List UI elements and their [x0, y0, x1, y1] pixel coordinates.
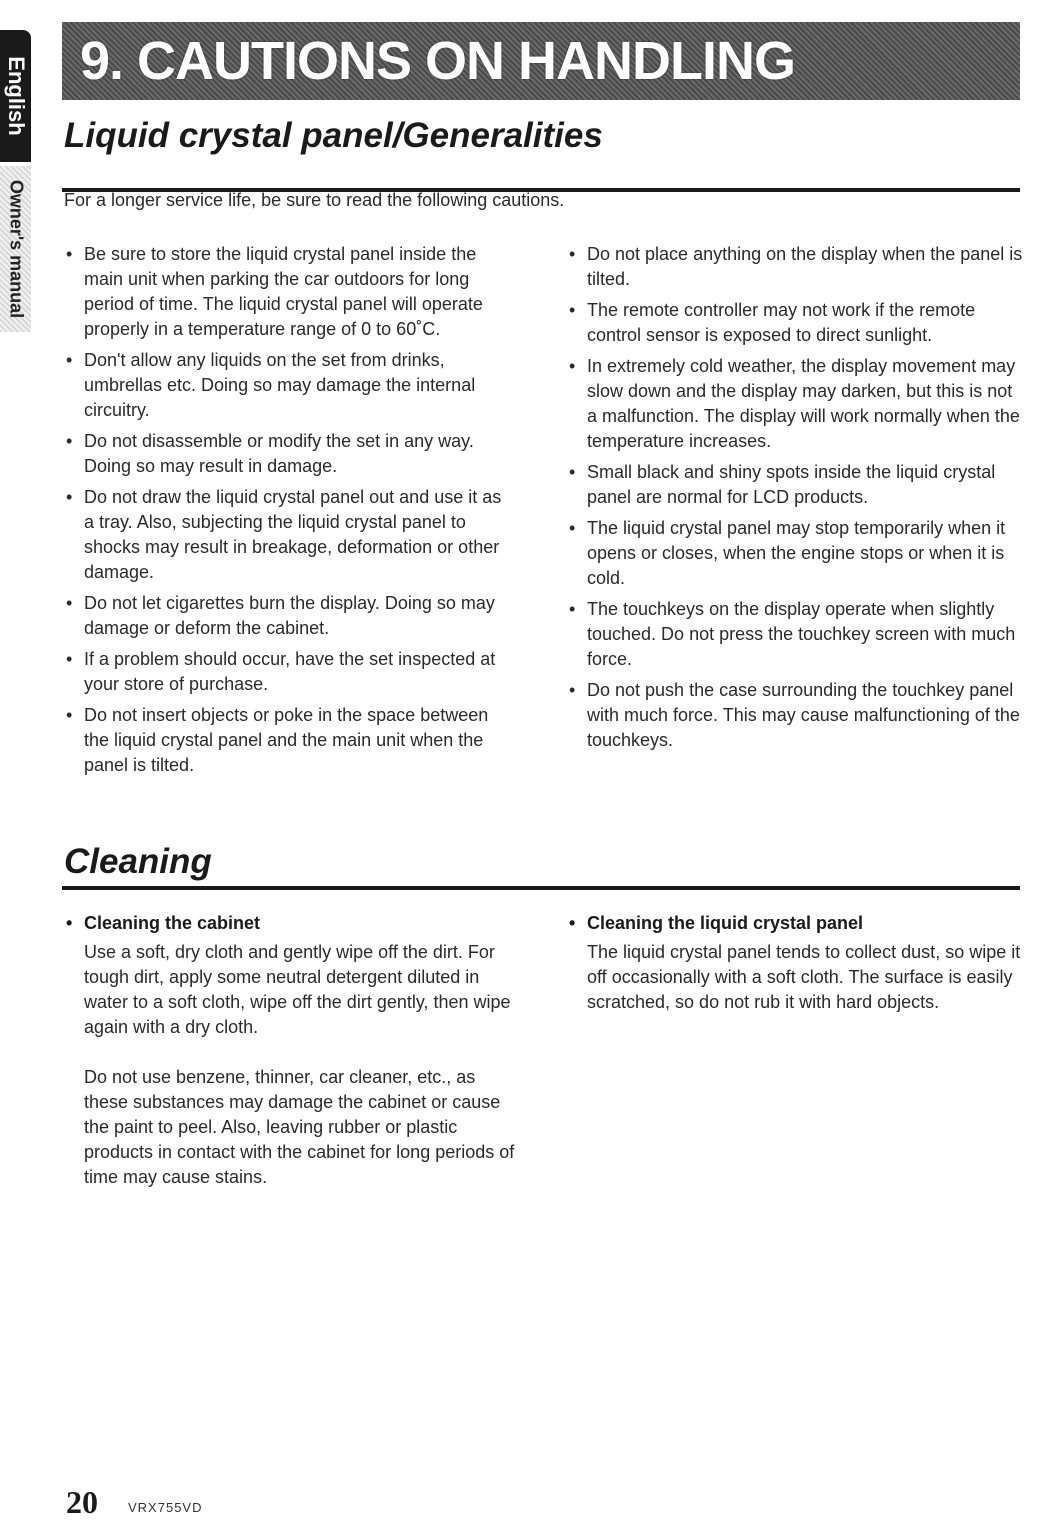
cautions-left-list	[64, 242, 516, 784]
page-number: 20	[66, 1484, 98, 1520]
caution-item: • Don't allow any liquids on the set from drinks, umbrellas etc. Doing so may damage the internal circuitry.	[64, 348, 516, 423]
section-rule	[62, 886, 1020, 890]
caution-item: • Do not disassemble or modify the set in any way. Doing so may result in damage.	[64, 429, 516, 479]
cleaning-cabinet-p1: Use a soft, dry cloth and gently wipe off the dirt. For tough dirt, apply some neutral detergent diluted in water to a soft cloth, wipe off the dirt gently, then wipe again with a dry cloth.	[84, 942, 511, 1037]
cleaning-panel	[567, 911, 1023, 1040]
cleaning-panel-p1: The liquid crystal panel tends to collect dust, so wipe it off occasionally with a soft cloth. The surface is easily scratched, so do not rub it with hard objects.	[587, 942, 1021, 1012]
caution-item: • Do not let cigarettes burn the display. Doing so may damage or deform the cabinet.	[64, 591, 516, 641]
caution-item: • The liquid crystal panel may stop temporarily when it opens or closes, when the engine stops or when it is cold.	[567, 516, 1023, 591]
chapter-title: 9. CAUTIONS ON HANDLING	[80, 31, 796, 91]
caution-item: • Do not draw the liquid crystal panel out and use it as a tray. Also, subjecting the liquid crystal panel to shocks may result in breakage, deformation or other damage.	[64, 485, 516, 585]
chapter-banner	[62, 22, 1020, 100]
cleaning-cabinet-heading: • Cleaning the cabinet	[64, 911, 516, 936]
cleaning-cabinet-p2: Do not use benzene, thinner, car cleaner, etc., as these substances may damage the cabinet or cause the paint to peel. Also, leaving rubber or plastic products in contact with the cabinet for long periods of time may cause stains.	[84, 1067, 515, 1187]
cleaning-cabinet	[64, 911, 516, 1215]
cleaning-panel-heading: • Cleaning the liquid crystal panel	[567, 911, 1023, 936]
manual-tab	[0, 166, 31, 332]
intro-text: For a longer service life, be sure to read the following cautions.	[64, 190, 565, 210]
cautions-right-list	[567, 242, 1023, 759]
caution-item: • Small black and shiny spots inside the liquid crystal panel are normal for LCD products.	[567, 460, 1023, 510]
caution-item: • The touchkeys on the display operate when slightly touched. Do not press the touchkey screen with much force.	[567, 597, 1023, 672]
caution-item: • If a problem should occur, have the set inspected at your store of purchase.	[64, 647, 516, 697]
model-name: VRX755VD	[128, 1500, 203, 1515]
section-title-cleaning: Cleaning	[64, 842, 212, 881]
caution-item: • Do not insert objects or poke in the space between the liquid crystal panel and the main unit when the panel is tilted.	[64, 703, 516, 778]
language-tab	[0, 30, 31, 162]
caution-item: • The remote controller may not work if the remote control sensor is exposed to direct sunlight.	[567, 298, 1023, 348]
caution-item: • Do not place anything on the display when the panel is tilted.	[567, 242, 1023, 292]
caution-item: • In extremely cold weather, the display movement may slow down and the display may darken, but this is not a malfunction. The display will work normally when the temperature increases.	[567, 354, 1023, 454]
caution-item: • Be sure to store the liquid crystal panel inside the main unit when parking the car outdoors for long period of time. The liquid crystal panel will operate properly in a temperature range of 0 to 60˚C.	[64, 242, 516, 342]
caution-item: • Do not push the case surrounding the touchkey panel with much force. This may cause malfunctioning of the touchkeys.	[567, 678, 1023, 753]
section-title-generalities: Liquid crystal panel/Generalities	[64, 116, 603, 155]
language-label: English	[3, 56, 29, 136]
manual-label: Owner's manual	[6, 179, 26, 319]
